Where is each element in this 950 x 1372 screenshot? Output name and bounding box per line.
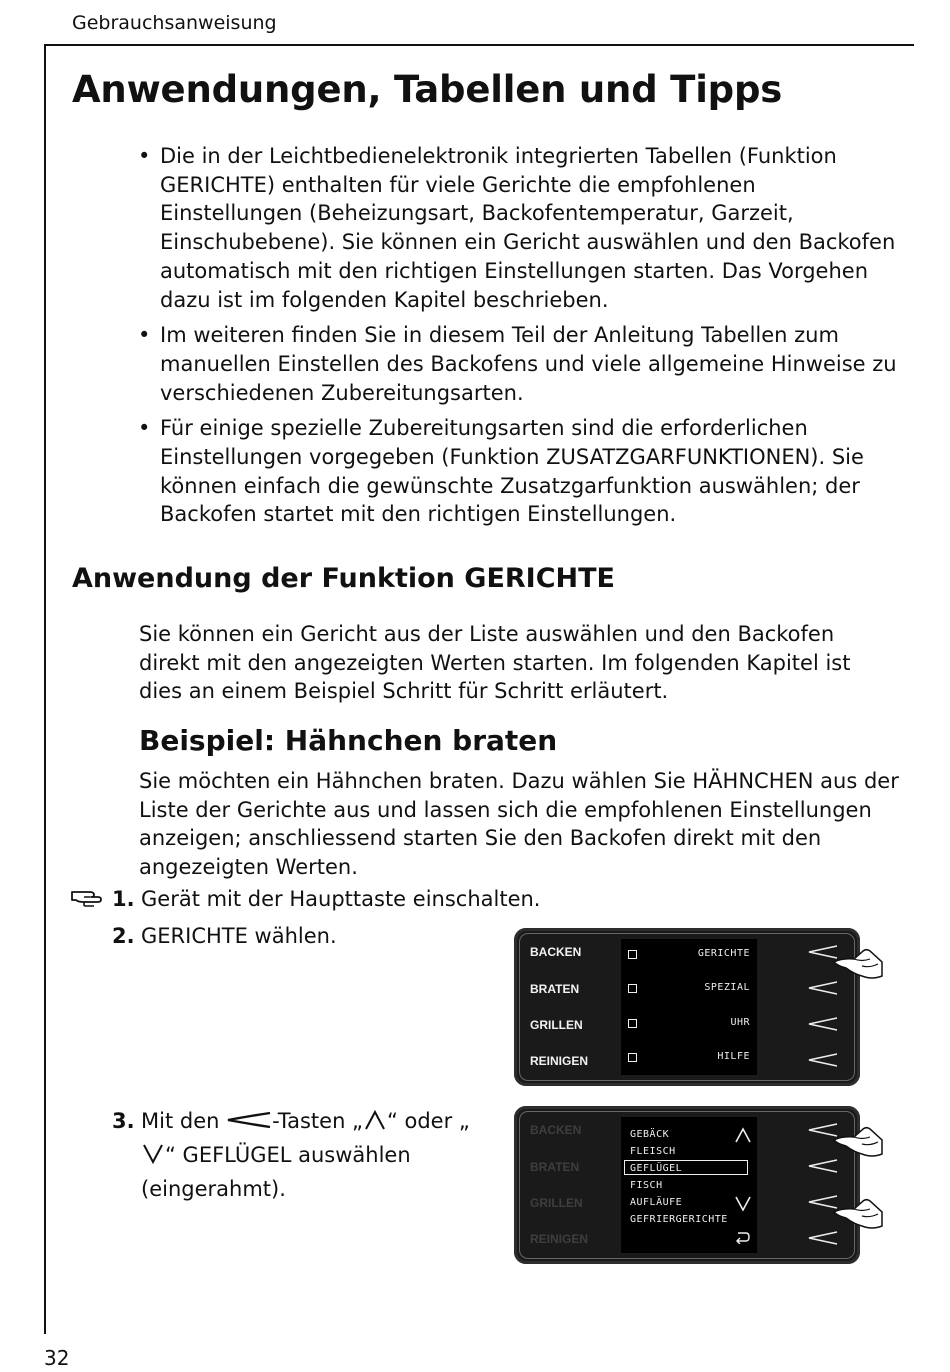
checkbox-icon	[628, 984, 637, 993]
menu-item-gefriergerichte[interactable]: GEFRIERGERICHTE	[630, 1214, 728, 1225]
control-panel-dishes-menu	[514, 1106, 860, 1264]
selection-key-3[interactable]	[808, 1016, 838, 1032]
display-screen	[621, 939, 757, 1075]
scroll-down-icon	[734, 1196, 752, 1212]
label-braten: BRATEN	[530, 982, 580, 996]
header-rule	[44, 44, 914, 46]
step-text: Mit den -Tasten „ “ oder „“ GEFLÜGEL auswählen (eingerahmt).	[141, 1109, 470, 1201]
menu-item-uhr[interactable]: UHR	[730, 1017, 750, 1028]
pointing-hand-icon	[70, 886, 106, 908]
step-number: 3.	[112, 1109, 135, 1133]
bullet-dot: •	[138, 323, 151, 348]
page-number: 32	[44, 1346, 70, 1370]
bullet-text: Für einige spezielle Zubereitungsarten sind die erforderlichen Einstellungen vorgegeben (Funktion ZUSATZGARFUNKTIONEN). Sie können einfach die gewünschte Zusatzgarfunktion auswählen; der Backofen startet mit den richtigen Einstellungen.	[160, 416, 864, 527]
menu-item-fleisch[interactable]: FLEISCH	[630, 1146, 676, 1157]
running-header: Gebrauchsanweisung	[72, 12, 277, 34]
display-screen	[621, 1117, 757, 1253]
finger-pointer-icon	[832, 942, 884, 982]
bullet-item	[138, 142, 898, 314]
bullet-dot: •	[138, 416, 151, 441]
finger-pointer-icon	[832, 1120, 884, 1160]
menu-item-fisch[interactable]: FISCH	[630, 1180, 663, 1191]
menu-item-gefluegel[interactable]: GEFLÜGEL	[630, 1163, 683, 1174]
bullet-item	[138, 414, 898, 529]
label-grillen: GRILLEN	[530, 1196, 583, 1210]
label-braten: BRATEN	[530, 1160, 580, 1174]
label-reinigen: REINIGEN	[530, 1054, 589, 1068]
arrow-down-icon	[141, 1143, 165, 1165]
selection-key-2[interactable]	[808, 980, 838, 996]
selection-key-icon	[226, 1110, 272, 1130]
menu-item-spezial[interactable]: SPEZIAL	[704, 982, 750, 993]
step-number: 2.	[112, 924, 135, 948]
checkbox-icon	[628, 1019, 637, 1028]
selection-key-2[interactable]	[808, 1158, 838, 1174]
menu-item-gerichte[interactable]: GERICHTE	[697, 948, 750, 959]
section-intro: Sie können ein Gericht aus der Liste auswählen und den Backofen direkt mit den angezeigten Werten starten. Im folgenden Kapitel ist dies an einem Beispiel Schritt für Schritt erläutert.	[139, 622, 851, 704]
label-backen: BACKEN	[530, 1123, 582, 1137]
bullet-text: Im weiteren finden Sie in diesem Teil der Anleitung Tabellen zum manuellen Einstellen des Backofens und viele allgemeine Hinweise zu verschiedenen Zubereitungsarten.	[160, 323, 897, 405]
finger-pointer-icon	[832, 1192, 884, 1232]
menu-item-hilfe[interactable]: HILFE	[717, 1051, 750, 1062]
checkbox-icon	[628, 1053, 637, 1062]
bullet-dot: •	[138, 144, 151, 168]
margin-rule	[44, 44, 46, 1334]
selection-key-4[interactable]	[808, 1052, 838, 1068]
control-panel-main-menu	[514, 928, 860, 1086]
scroll-up-icon	[734, 1127, 752, 1143]
section-heading: Anwendung der Funktion GERICHTE	[72, 563, 615, 594]
example-heading: Beispiel: Hähnchen braten	[139, 724, 558, 757]
label-backen: BACKEN	[530, 945, 582, 959]
checkbox-icon	[628, 950, 637, 959]
selection-key-4[interactable]	[808, 1230, 838, 1246]
bullet-item	[138, 321, 898, 407]
label-grillen: GRILLEN	[530, 1018, 583, 1032]
bullet-text: Die in der Leichtbedienelektronik integrierten Tabellen (Funktion GERICHTE) enthalten für viele Gerichte die empfohlenen Einstellungen (Beheizungsart, Backofentemperatur, Garzeit, Einschubebene). Sie können ein Gericht auswählen und den Backofen automatisch mit den richtigen Einstellungen starten. Das Vorgehen dazu ist im folgenden Kapitel beschrieben.	[160, 144, 896, 312]
example-text: Sie möchten ein Hähnchen braten. Dazu wählen Sie HÄHNCHEN aus der Liste der Gerichte aus und lassen sich die empfohlenen Einstellungen anzeigen; anschliessend starten Sie den Backofen direkt mit den angezeigten Werten.	[139, 769, 899, 880]
step-text: GERICHTE wählen.	[141, 924, 337, 948]
back-icon	[735, 1230, 751, 1244]
menu-item-gebaeck[interactable]: GEBÄCK	[630, 1129, 670, 1140]
step-text: Gerät mit der Haupttaste einschalten.	[141, 887, 541, 911]
step-number: 1.	[112, 887, 135, 911]
page-title: Anwendungen, Tabellen und Tipps	[72, 68, 783, 111]
arrow-up-icon	[363, 1109, 387, 1131]
label-reinigen: REINIGEN	[530, 1232, 589, 1246]
intro-bullet-list	[138, 142, 898, 536]
menu-item-auflaeufe[interactable]: AUFLÄUFE	[630, 1197, 683, 1208]
